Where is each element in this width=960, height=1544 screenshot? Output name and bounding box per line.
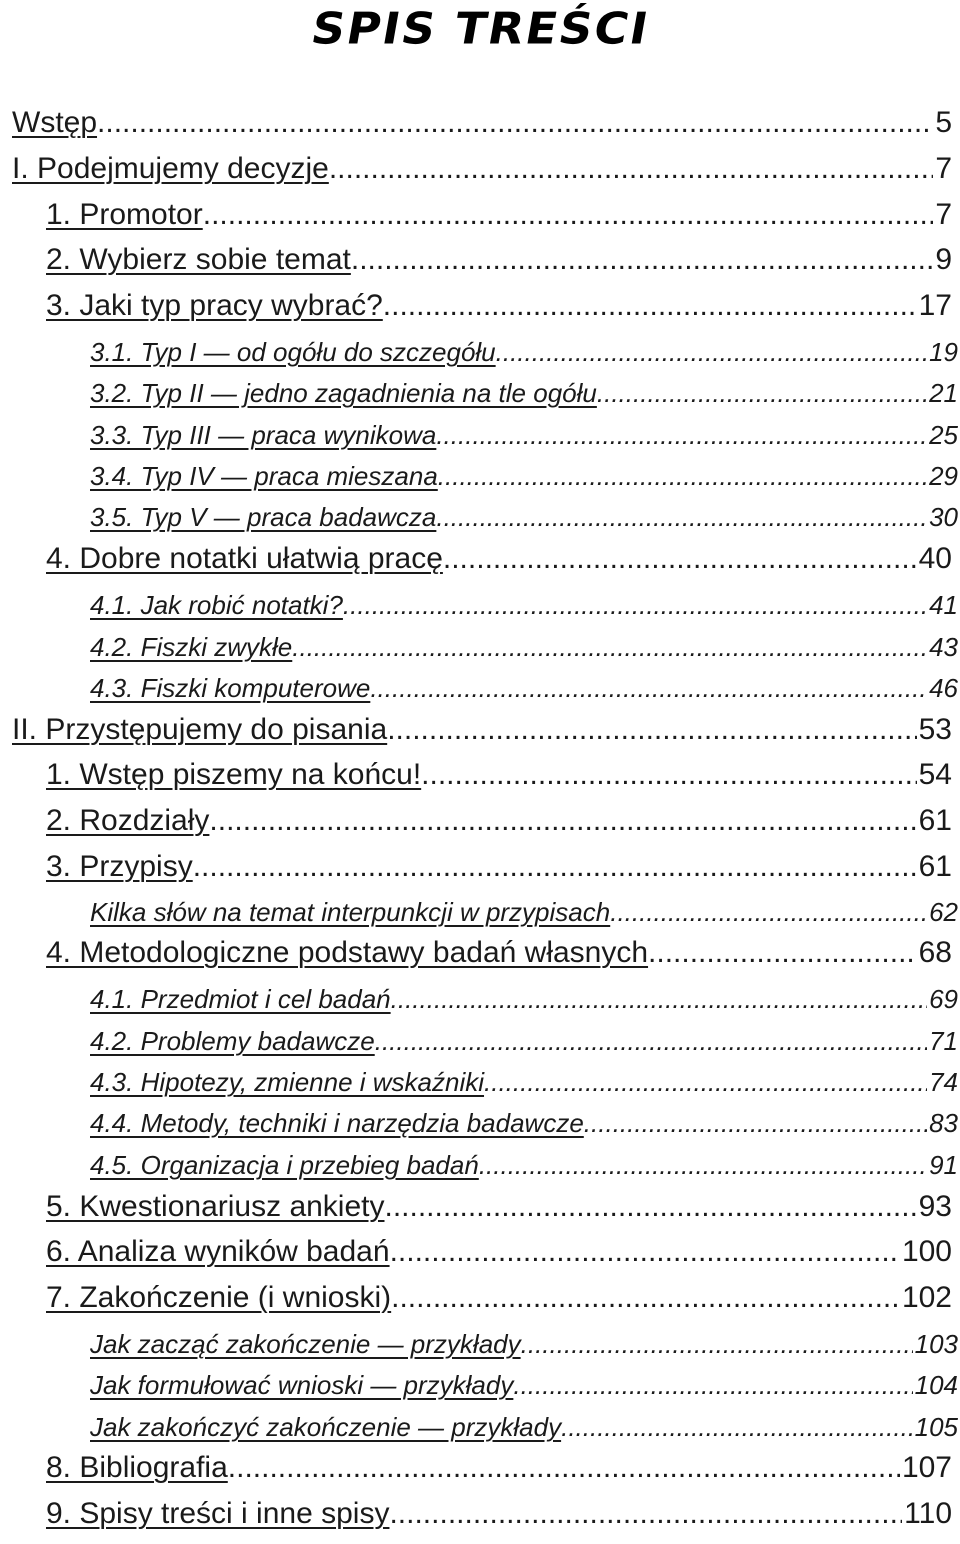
toc-entry-label[interactable]: 2. Rozdziały <box>46 804 210 837</box>
toc-entry-page-number: 104 <box>914 1370 958 1400</box>
toc-entry-page-number: 69 <box>929 984 958 1014</box>
dot-leader <box>375 1024 927 1058</box>
toc-entry[interactable] <box>12 150 952 188</box>
toc-entry[interactable] <box>46 287 952 325</box>
toc-entry[interactable] <box>12 711 952 749</box>
toc-entry-page-number: 74 <box>929 1067 958 1097</box>
toc-entry-page-number: 7 <box>935 152 952 185</box>
dot-leader <box>351 241 933 279</box>
toc-entry[interactable] <box>90 1368 958 1402</box>
toc-entry[interactable] <box>46 1233 952 1271</box>
toc-entry-label[interactable]: 3.1. Typ I — od ogółu do szczegółu <box>90 337 496 367</box>
dot-leader <box>329 150 934 188</box>
toc-entry-label[interactable]: 8. Bibliografia <box>46 1451 228 1484</box>
toc-entry-label[interactable]: Jak zakończyć zakończenie — przykłady <box>90 1412 562 1442</box>
toc-entry-label[interactable]: 4. Dobre notatki ułatwią pracę <box>46 542 443 575</box>
dot-leader <box>292 630 927 664</box>
toc-entry-label[interactable]: Wstęp <box>12 106 98 139</box>
toc-entry-page-number: 71 <box>929 1026 958 1056</box>
toc-entry[interactable] <box>46 540 952 578</box>
dot-leader <box>513 1368 912 1402</box>
toc-entry-label[interactable]: 4.2. Problemy badawcze <box>90 1026 375 1056</box>
toc-entry[interactable] <box>90 630 958 664</box>
toc-entry-label[interactable]: 3.5. Typ V — praca badawcza <box>90 502 437 532</box>
toc-entry[interactable] <box>90 459 958 493</box>
dot-leader <box>479 1148 927 1182</box>
toc-entry-label[interactable]: 4.1. Jak robić notatki? <box>90 590 343 620</box>
dot-leader <box>228 1449 900 1487</box>
toc-entry[interactable] <box>90 1410 958 1444</box>
dot-leader <box>421 756 916 794</box>
toc-entry-label[interactable]: 5. Kwestionariusz ankiety <box>46 1190 385 1223</box>
dot-leader <box>391 1279 900 1317</box>
toc-entry[interactable] <box>46 802 952 840</box>
toc-entry-label[interactable]: 4.5. Organizacja i przebieg badań <box>90 1150 479 1180</box>
toc-entry[interactable] <box>90 1024 958 1058</box>
toc-entry-page-number: 21 <box>929 378 958 408</box>
dot-leader <box>209 802 916 840</box>
page-title: SPIS TREŚCI <box>307 2 654 54</box>
toc-entry-page-number: 102 <box>901 1281 952 1314</box>
toc-entry-page-number: 19 <box>929 337 958 367</box>
toc-entry-label[interactable]: Jak formułować wnioski — przykłady <box>90 1370 514 1400</box>
toc-entry-page-number: 93 <box>918 1190 952 1223</box>
toc-entry-label[interactable]: I. Podejmujemy decyzje <box>12 152 329 185</box>
toc-entry[interactable] <box>46 1495 952 1533</box>
toc-entry-page-number: 110 <box>904 1497 952 1530</box>
dot-leader <box>203 196 934 234</box>
toc-entry[interactable] <box>46 241 952 279</box>
toc-entry-label[interactable]: 4.1. Przedmiot i cel badań <box>90 984 391 1014</box>
dot-leader <box>193 848 917 886</box>
toc-entry-page-number: 30 <box>929 502 958 532</box>
dot-leader <box>436 418 927 452</box>
dot-leader <box>370 671 927 705</box>
toc-entry[interactable] <box>12 104 952 142</box>
toc-entry-page-number: 68 <box>918 936 952 969</box>
dot-leader <box>389 1495 902 1533</box>
toc-entry-page-number: 54 <box>918 758 952 791</box>
toc-entry-label[interactable]: 7. Zakończenie (i wnioski) <box>46 1281 392 1314</box>
toc-entry-page-number: 61 <box>918 850 952 883</box>
dot-leader <box>496 335 927 369</box>
dot-leader <box>436 500 927 534</box>
toc-entry[interactable] <box>90 418 958 452</box>
toc-entry-page-number: 46 <box>929 673 958 703</box>
toc-entry[interactable] <box>90 1106 958 1140</box>
toc-entry-page-number: 25 <box>929 420 958 450</box>
toc-entry[interactable] <box>90 588 958 622</box>
dot-leader <box>610 895 927 929</box>
toc-entry-label[interactable]: 1. Promotor <box>46 198 203 231</box>
dot-leader <box>443 540 917 578</box>
dot-leader <box>97 104 933 142</box>
toc-entry[interactable] <box>46 196 952 234</box>
toc-entry-label[interactable]: 9. Spisy treści i inne spisy <box>46 1497 390 1530</box>
dot-leader <box>385 1188 917 1226</box>
toc-entry-label[interactable]: 3.4. Typ IV — praca mieszana <box>90 461 438 491</box>
toc-entry[interactable] <box>90 1065 958 1099</box>
toc-entry-page-number: 107 <box>901 1451 952 1484</box>
toc-entry-page-number: 61 <box>918 804 952 837</box>
toc-entry[interactable] <box>46 1188 952 1226</box>
toc-entry[interactable] <box>90 335 958 369</box>
toc-entry-page-number: 91 <box>929 1150 958 1180</box>
toc-entry-label[interactable]: 4.4. Metody, techniki i narzędzia badawcze <box>90 1108 584 1138</box>
toc-entry[interactable] <box>46 848 952 886</box>
toc-entry-page-number: 17 <box>918 289 952 322</box>
toc-entry-label[interactable]: 2. Wybierz sobie temat <box>46 243 351 276</box>
toc-entry-page-number: 105 <box>914 1412 958 1442</box>
toc-entry-label[interactable]: 3.2. Typ II — jedno zagadnienia na tle ogółu <box>90 378 597 408</box>
dot-leader <box>387 711 916 749</box>
dot-leader <box>438 459 927 493</box>
toc-entry-label[interactable]: 6. Analiza wyników badań <box>46 1235 390 1268</box>
toc-entry-label[interactable]: 4. Metodologiczne podstawy badań własnych <box>46 936 649 969</box>
toc-entry[interactable] <box>46 756 952 794</box>
toc-entry-label[interactable]: 3.3. Typ III — praca wynikowa <box>90 420 437 450</box>
toc-entry[interactable] <box>90 376 958 410</box>
toc-entry-label[interactable]: 4.3. Fiszki komputerowe <box>90 673 371 703</box>
toc-entry-page-number: 7 <box>935 198 952 231</box>
toc-entry-page-number: 103 <box>914 1329 958 1359</box>
toc-entry-label[interactable]: 3. Jaki typ pracy wybrać? <box>46 289 383 322</box>
dot-leader <box>648 934 917 972</box>
dot-leader <box>484 1065 927 1099</box>
dot-leader <box>521 1327 913 1361</box>
dot-leader <box>383 287 917 325</box>
toc-entry-page-number: 40 <box>918 542 952 575</box>
toc-entry-label[interactable]: Jak zacząć zakończenie — przykłady <box>90 1329 521 1359</box>
dot-leader <box>343 588 927 622</box>
toc-entry-page-number: 53 <box>918 713 952 746</box>
toc-entry[interactable] <box>90 500 958 534</box>
dot-leader <box>390 1233 900 1271</box>
toc-entry-page-number: 43 <box>929 632 958 662</box>
toc-entry-page-number: 5 <box>935 106 952 139</box>
toc-entry-page-number: 41 <box>929 590 958 620</box>
toc-entry-label[interactable]: 3. Przypisy <box>46 850 193 883</box>
toc-entry-page-number: 29 <box>929 461 958 491</box>
dot-leader <box>561 1410 913 1444</box>
toc-entry-label[interactable]: Kilka słów na temat interpunkcji w przypisach <box>90 897 611 927</box>
toc-entry-page-number: 9 <box>935 243 952 276</box>
dot-leader <box>391 982 927 1016</box>
toc-entry-label[interactable]: 4.2. Fiszki zwykłe <box>90 632 293 662</box>
dot-leader <box>584 1106 927 1140</box>
toc-entry[interactable] <box>90 1327 958 1361</box>
toc-entry-label[interactable]: II. Przystępujemy do pisania <box>12 713 388 746</box>
toc-entry-label[interactable]: 1. Wstęp piszemy na końcu! <box>46 758 422 791</box>
toc-entry-page-number: 62 <box>929 897 958 927</box>
toc-entry[interactable] <box>46 1279 952 1317</box>
toc-entry[interactable] <box>90 895 958 929</box>
toc-entry-page-number: 100 <box>901 1235 952 1268</box>
dot-leader <box>597 376 927 410</box>
toc-entry[interactable] <box>90 1148 958 1182</box>
toc-entry[interactable] <box>46 1449 952 1487</box>
toc-entry[interactable] <box>90 982 958 1016</box>
toc-entry-label[interactable]: 4.3. Hipotezy, zmienne i wskaźniki <box>90 1067 485 1097</box>
toc-entry[interactable] <box>90 671 958 705</box>
toc-entry-page-number: 83 <box>929 1108 958 1138</box>
toc-entry[interactable] <box>46 934 952 972</box>
